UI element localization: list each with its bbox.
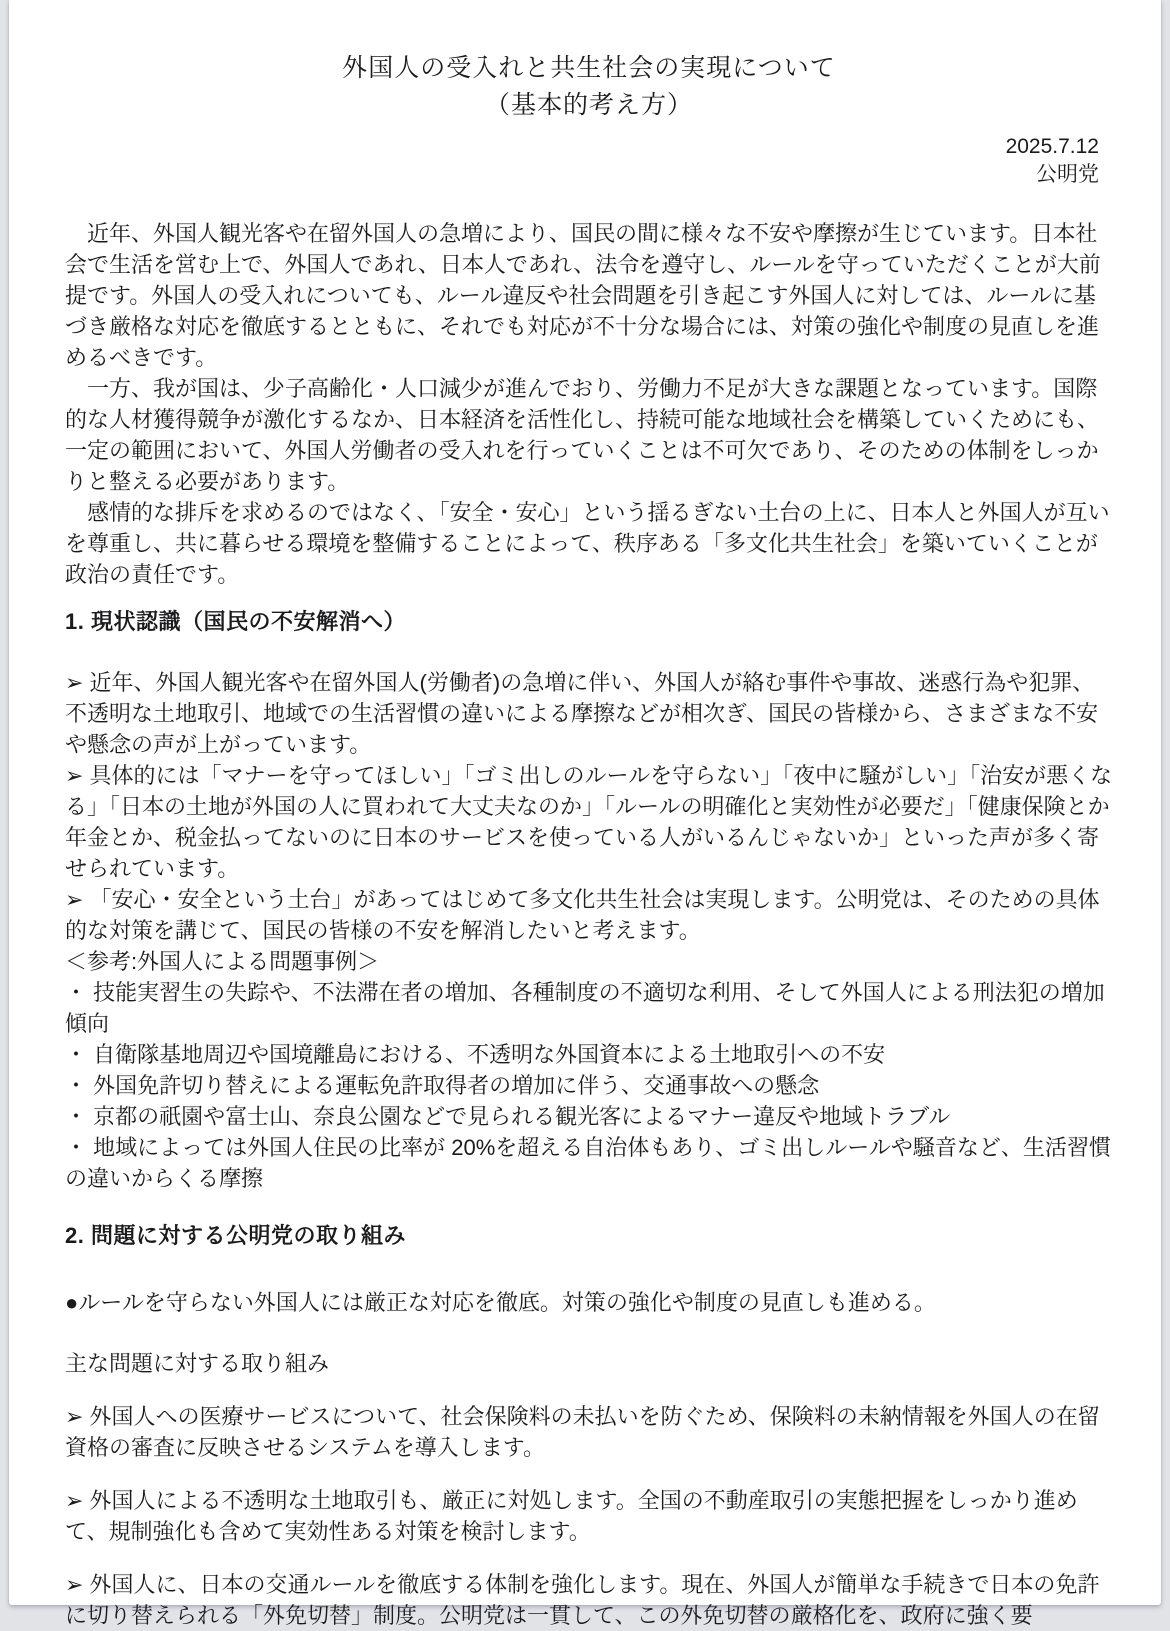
dot-bullet-icon: ・ (65, 1042, 94, 1067)
bullet-item (65, 667, 1113, 760)
date-block (65, 133, 1113, 189)
bullet-item (65, 760, 1113, 884)
dot-bullet-icon: ・ (65, 1104, 94, 1129)
arrow-bullet-icon: ➢ (65, 887, 90, 912)
reference-item (65, 1070, 1113, 1101)
dot-bullet-icon: ・ (65, 980, 94, 1005)
reference-item (65, 1039, 1113, 1070)
arrow-bullet-icon: ➢ (65, 1488, 90, 1513)
arrow-bullet-icon: ➢ (65, 1572, 90, 1597)
reference-text: 技能実習生の失踪や、不法滞在者の増加、各種制度の不適切な利用、そして外国人による刑法犯の増加傾向 (65, 980, 1105, 1036)
bullet-text: 具体的には「マナーを守ってほしい」「ゴミ出しのルールを守らない」「夜中に騒がしい」「治安が悪くなる」「日本の土地が外国の人に買われて大丈夫なのか」「ルールの明確化と実効性が必要だ」「健康保険とか年金とか、税金払ってないのに日本のサービスを使っている人がいるんじゃないか」といった声が多く寄せられています。 (65, 763, 1113, 881)
dot-bullet-icon: ・ (65, 1073, 94, 1098)
emphasis-text: ルールを守らない外国人には厳正な対応を徹底。対策の強化や制度の見直しも進める。 (78, 1290, 936, 1315)
reference-block (65, 946, 1113, 1194)
section1-heading: 1. 現状認識（国民の不安解消へ） (65, 609, 406, 634)
arrow-bullet-icon: ➢ (65, 670, 90, 695)
intro-paragraph-3: 感情的な排斥を求めるのではなく、「安全・安心」という揺るぎない土台の上に、日本人と外国人が互いを尊重し、共に暮らせる環境を整備することによって、秩序ある「多文化共生社会」を築いていくことが政治の責任です。 (65, 500, 1110, 587)
page-title-line2: （基本的考え方） (484, 91, 693, 119)
page-title-line1: 外国人の受入れと共生社会の実現について (342, 54, 836, 82)
doc-organization: 公明党 (1036, 163, 1099, 186)
bullet-text: 外国人への医療サービスについて、社会保険料の未払いを防ぐため、保険料の未納情報を外国人の在留資格の審査に反映させるシステムを導入します。 (65, 1404, 1100, 1460)
page-title (65, 50, 1113, 124)
dot-bullet-icon: ・ (65, 1135, 94, 1160)
bullet-text: 外国人による不透明な土地取引も、厳正に対処します。全国の不動産取引の実態把握をしっかり進めて、規制強化も含めて実効性ある対策を検討します。 (65, 1488, 1078, 1544)
reference-text: 外国免許切り替えによる運転免許取得者の増加に伴う、交通事故への懸念 (93, 1073, 820, 1098)
bullet-item (65, 1401, 1113, 1463)
reference-item (65, 1101, 1113, 1132)
document-page (9, 0, 1161, 1628)
bullet-text: 近年、外国人観光客や在留外国人(労働者)の急増に伴い、外国人が絡む事件や事故、迷惑行為や犯罪、不透明な土地取引、地域での生活習慣の違いによる摩擦などが相次ぎ、国民の皆様から、さまざまな不安や懸念の声が上がっています。 (65, 670, 1099, 757)
bullet-item (65, 884, 1113, 946)
section2-heading: 2. 問題に対する公明党の取り組み (65, 1223, 406, 1248)
doc-date: 2025.7.12 (1005, 135, 1099, 158)
reference-text: 地域によっては外国人住民の比率が 20%を超える自治体もあり、ゴミ出しルールや騒音など、生活習慣の違いからくる摩擦 (65, 1135, 1111, 1191)
bullet-text: 「安心・安全という土台」があってはじめて多文化共生社会は実現します。公明党は、そのための具体的な対策を講じて、国民の皆様の不安を解消したいと考えます。 (65, 887, 1100, 943)
bullet-item (65, 1485, 1113, 1547)
circle-bullet-icon: ● (65, 1290, 79, 1315)
bullet-text: 外国人に、日本の交通ルールを徹底する体制を強化します。現在、外国人が簡単な手続きで日本の免許に切り替えられる「外免切替」制度。公明党は一貫して、この外免切替の厳格化を、政府に強く要 (65, 1572, 1100, 1628)
intro-section (65, 218, 1113, 590)
arrow-bullet-icon: ➢ (65, 1404, 90, 1429)
intro-paragraph-1: 近年、外国人観光客や在留外国人の急増により、国民の間に様々な不安や摩擦が生じています。日本社会で生活を営む上で、外国人であれ、日本人であれ、法令を遵守し、ルールを守っていただくことが大前提です。外国人の受入れについても、ルール違反や社会問題を引き起こす外国人に対しては、ルールに基づき厳格な対応を徹底するとともに、それでも対応が不十分な場合には、対策の強化や制度の見直しを進めるべきです。 (65, 221, 1101, 370)
reference-title: ＜参考:外国人による問題事例＞ (65, 949, 380, 974)
section1-bullet-list (65, 667, 1113, 946)
section2-subheading: 主な問題に対する取り組み (65, 1351, 330, 1376)
bullet-item (65, 1569, 1113, 1631)
arrow-bullet-icon: ➢ (65, 763, 90, 788)
reference-text: 自衛隊基地周辺や国境離島における、不透明な外国資本による土地取引への不安 (93, 1042, 886, 1067)
emphasis-statement (65, 1287, 1113, 1318)
reference-text: 京都の祇園や富士山、奈良公園などで見られる観光客によるマナー違反や地域トラブル (93, 1104, 951, 1129)
reference-item (65, 977, 1113, 1039)
section2-bullet-list (65, 1401, 1113, 1631)
intro-paragraph-2: 一方、我が国は、少子高齢化・人口減少が進んでおり、労働力不足が大きな課題となっています。国際的な人材獲得競争が激化するなか、日本経済を活性化し、持続可能な地域社会を構築していくためにも、一定の範囲において、外国人労働者の受入れを行っていくことは不可欠であり、そのための体制をしっかりと整える必要があります。 (65, 376, 1100, 494)
reference-item (65, 1132, 1113, 1194)
